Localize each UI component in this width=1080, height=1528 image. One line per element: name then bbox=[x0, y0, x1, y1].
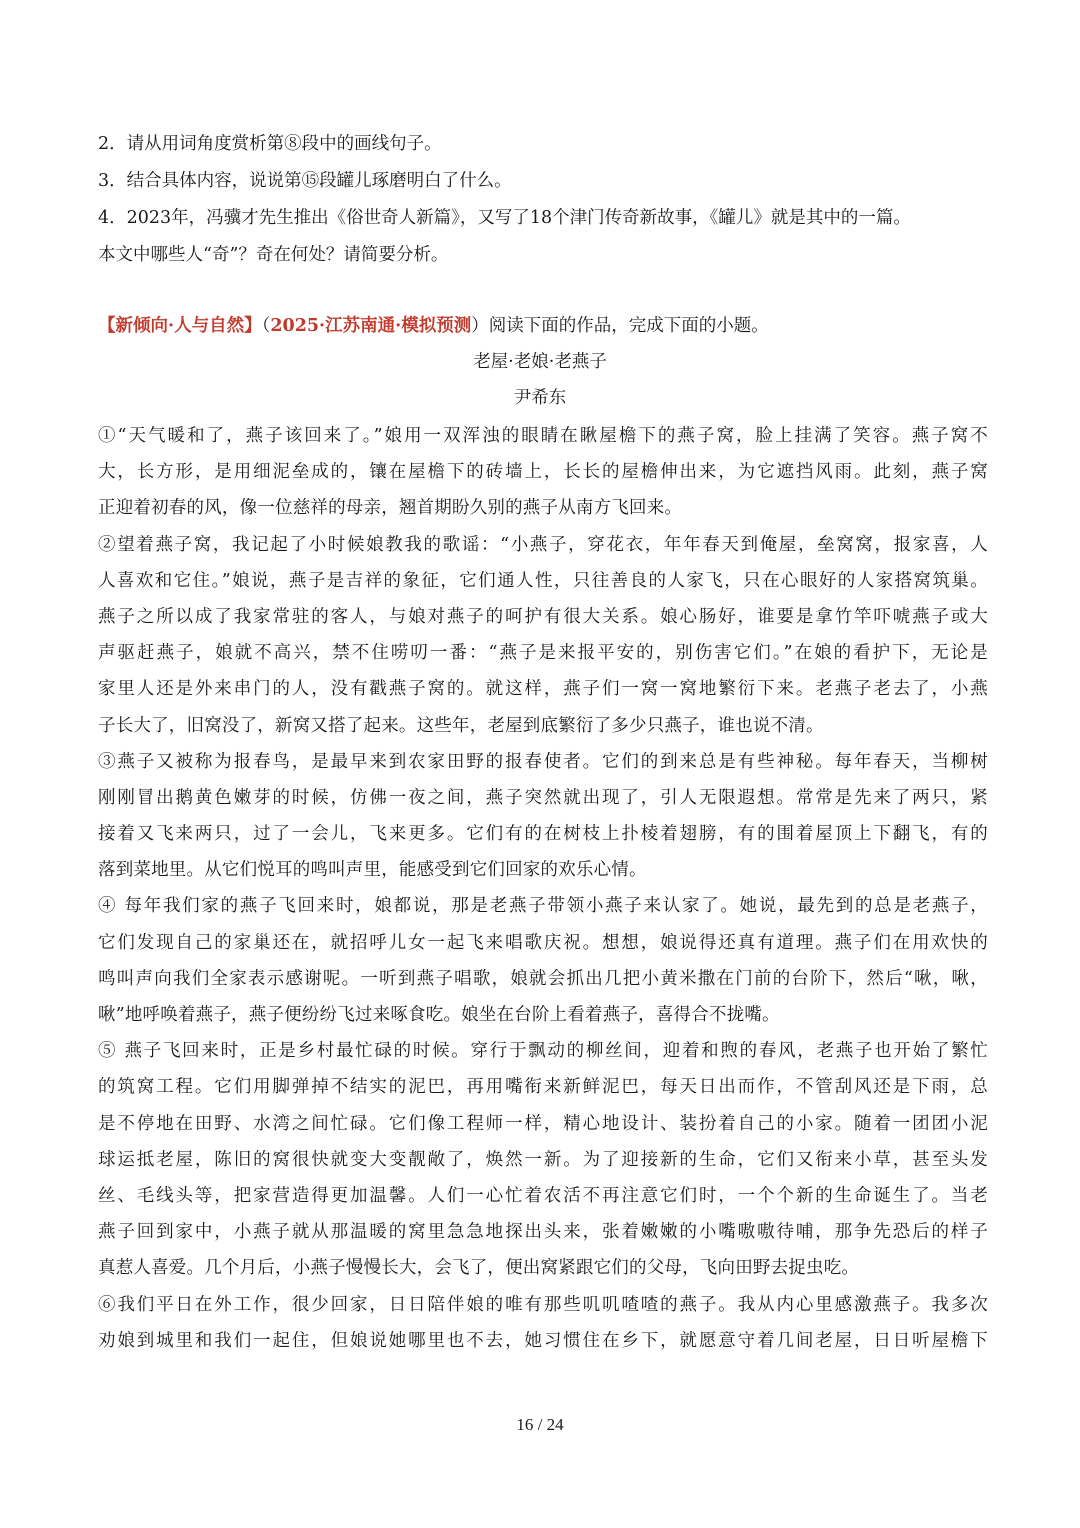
article-line: 丝、毛线头等，把家营造得更加温馨。人们一心忙着农活不再注意它们时，一个个新的生命诞生了。当老 bbox=[98, 1185, 988, 1206]
question-4: 4．2023年，冯骥才先生推出《俗世奇人新篇》，又写了18个津门传奇新故事，《罐儿》就是其中的一篇。 bbox=[98, 208, 911, 228]
article-line: ④ 每年我们家的燕子飞回来时，娘都说，那是老燕子带领小燕子来认家了。她说，最先到的总是老燕子， bbox=[98, 896, 988, 917]
article-line: 声驱赶燕子，娘就不高兴，禁不住唠叨一番：“燕子是来报平安的，别伤害它们。”在娘的看护下，无论是 bbox=[98, 643, 988, 664]
article-line: 是不停地在田野、水湾之间忙碌。它们像工程师一样，精心地设计、装扮着自己的小家。随着一团团小泥 bbox=[98, 1113, 988, 1134]
question-3: 3．结合具体内容，说说第⑮段罐儿琢磨明白了什么。 bbox=[98, 171, 512, 191]
article-line: 刚刚冒出鹅黄色嫩芽的时候，仿佛一夜之间，燕子突然就出现了，引人无限遐想。常常是先来了两只，紧 bbox=[98, 787, 988, 808]
article-line: 它们发现自己的家巢还在，就招呼儿女一起飞来唱歌庆祝。想想，娘说得还真有道理。燕子们在用欢快的 bbox=[98, 932, 988, 953]
article-line: 球运抵老屋，陈旧的窝很快就变大变靓敞了，焕然一新。为了迎接新的生命，它们又衔来小草，甚至头发 bbox=[98, 1149, 988, 1170]
question-2: 2．请从用词角度赏析第⑧段中的画线句子。 bbox=[98, 134, 442, 154]
article-line: 大，长方形，是用细泥垒成的，镶在屋檐下的砖墙上，长长的屋檐伸出来，为它遮挡风雨。此刻，燕子窝 bbox=[98, 462, 988, 483]
article-line: 落到菜地里。从它们悦耳的鸣叫声里，能感受到它们回家的欢乐心情。 bbox=[98, 860, 647, 881]
article-line: ⑤ 燕子飞回来时，正是乡村最忙碌的时候。穿行于飘动的柳丝间，迎着和煦的春风，老燕子也开始了繁忙 bbox=[98, 1041, 988, 1062]
article-title: 老屋·老娘·老燕子 bbox=[473, 352, 607, 372]
article-line: 鸣叫声向我们全家表示感谢呢。一听到燕子唱歌，娘就会抓出几把小黄米撒在门前的台阶下，然后“啾，啾， bbox=[98, 968, 988, 989]
article-line: 燕子回到家中，小燕子就从那温暖的窝里急急地探出头来，张着嫩嫩的小嘴嗷嗷待哺，那争先恐后的样子 bbox=[98, 1222, 988, 1243]
article-line: ⑥我们平日在外工作，很少回家，日日陪伴娘的唯有那些叽叽喳喳的燕子。我从内心里感激燕子。我多次 bbox=[98, 1294, 988, 1315]
article-author: 尹希东 bbox=[513, 388, 567, 408]
page-number: 16 / 24 bbox=[516, 1415, 564, 1434]
article-line: 劝娘到城里和我们一起住，但娘说她哪里也不去，她习惯住在乡下，就愿意守着几间老屋，日日听屋檐下 bbox=[98, 1330, 988, 1351]
article-body bbox=[98, 418, 988, 1359]
article-line: 接着又飞来两只，过了一会儿，飞来更多。它们有的在树枝上扑棱着翅膀，有的围着屋顶上下翻飞，有的 bbox=[98, 824, 988, 845]
source-instruction: 阅读下面的作品，完成下面的小题。 bbox=[488, 316, 769, 336]
reading-source-line bbox=[98, 307, 988, 345]
source-origin: 2025·江苏南通·模拟预测 bbox=[270, 316, 472, 336]
article-line: 真惹人喜爱。几个月后，小燕子慢慢长大，会飞了，便出窝紧跟它们的父母，飞向田野去捉虫吃。 bbox=[98, 1258, 860, 1279]
article-line: ③燕子又被称为报春鸟，是最早来到农家田野的报春使者。它们的到来总是有些神秘。每年春天，当柳树 bbox=[98, 751, 988, 772]
article-line: 人喜欢和它住。”娘说，燕子是吉祥的象征，它们通人性，只往善良的人家飞，只在心眼好的人家搭窝筑巢。 bbox=[98, 570, 988, 591]
article-line: 家里人还是外来串门的人，没有戳燕子窝的。就这样，燕子们一窝一窝地繁衍下来。老燕子老去了，小燕 bbox=[98, 679, 988, 700]
article-line: 燕子之所以成了我家常驻的客人，与娘对燕子的呵护有很大关系。娘心肠好，谁要是拿竹竿吓唬燕子或大 bbox=[98, 606, 988, 627]
article-line: ②望着燕子窝，我记起了小时候娘教我的歌谣：“小燕子，穿花衣，年年春天到俺屋，垒窝窝，报家喜，人 bbox=[98, 534, 988, 555]
article-line: 正迎着初春的风，像一位慈祥的母亲，翘首期盼久别的燕子从南方飞回来。 bbox=[98, 498, 683, 519]
article-line: 的筑窝工程。它们用脚弹掉不结实的泥巴，再用嘴衔来新鲜泥巴，每天日出而作，不管刮风还是下雨，总 bbox=[98, 1077, 988, 1098]
article-line: ①“天气暖和了，燕子该回来了。”娘用一双浑浊的眼睛在瞅屋檐下的燕子窝，脸上挂满了笑容。燕子窝不 bbox=[98, 426, 988, 446]
source-close-paren: ） bbox=[471, 316, 489, 336]
category-tag: 【新倾向·人与自然】 bbox=[98, 316, 262, 336]
question-4-continued: 本文中哪些人“奇”？奇在何处？请简要分析。 bbox=[98, 245, 449, 265]
article-line: 啾”地呼唤着燕子，燕子便纷纷飞过来啄食吃。娘坐在台阶上看着燕子，喜得合不拢嘴。 bbox=[98, 1005, 780, 1025]
source-open-paren: （ bbox=[261, 316, 271, 336]
article-line: 子长大了，旧窝没了，新窝又搭了起来。这些年，老屋到底繁衍了多少只燕子，谁也说不清。 bbox=[98, 715, 824, 736]
